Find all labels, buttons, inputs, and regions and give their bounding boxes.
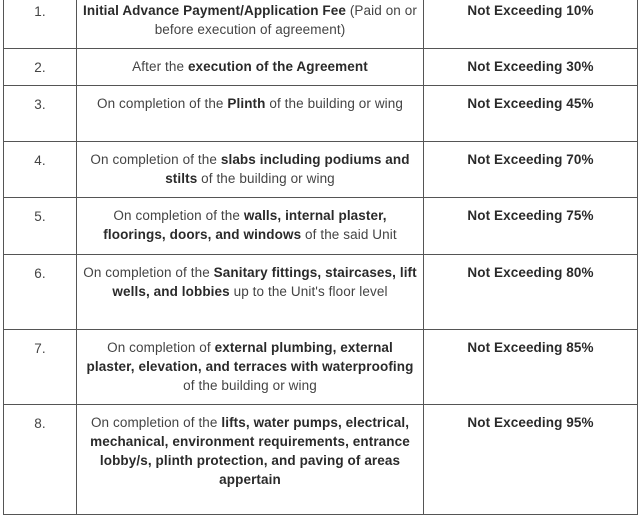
payment-percentage: Not Exceeding 30%	[424, 49, 638, 86]
payment-percentage: Not Exceeding 95%	[424, 405, 638, 515]
description-text: of the building or wing	[197, 171, 335, 186]
description-text: On completion of the	[113, 208, 244, 223]
description-text: up to the Unit's floor level	[229, 284, 388, 299]
description-text: of the building or wing	[265, 96, 404, 111]
row-number: 8.	[4, 405, 77, 515]
payment-percentage: Not Exceeding 70%	[424, 142, 638, 198]
table-row	[4, 86, 638, 142]
table-row	[4, 255, 638, 330]
description-emphasis: Plinth	[227, 96, 266, 111]
milestone-description	[77, 255, 424, 330]
description-emphasis: execution of the Agreement	[187, 59, 368, 74]
payment-percentage: Not Exceeding 80%	[424, 255, 638, 330]
table-row	[4, 142, 638, 198]
table-row	[4, 198, 638, 255]
payment-schedule-table	[3, 0, 638, 515]
description-text: On completion of the	[90, 415, 222, 430]
row-number: 1.	[4, 0, 77, 49]
payment-percentage: Not Exceeding 85%	[424, 330, 638, 405]
payment-percentage: Not Exceeding 75%	[424, 198, 638, 255]
milestone-description	[77, 49, 424, 86]
row-number: 6.	[4, 255, 77, 330]
description-text: On completion of the	[96, 96, 228, 111]
payment-percentage: Not Exceeding 45%	[424, 86, 638, 142]
row-number: 4.	[4, 142, 77, 198]
milestone-description	[77, 0, 424, 49]
row-number: 2.	[4, 49, 77, 86]
description-emphasis: slabs including podiums and stilts	[165, 152, 410, 186]
milestone-description	[77, 142, 424, 198]
description-text: of the said Unit	[301, 227, 397, 242]
description-text: On completion of the	[90, 152, 221, 167]
description-emphasis: external plumbing, external plaster, elevation, and terraces with waterproofing	[86, 340, 414, 374]
milestone-description	[77, 86, 424, 142]
milestone-description	[77, 405, 424, 515]
row-number: 5.	[4, 198, 77, 255]
payment-percentage: Not Exceeding 10%	[424, 0, 638, 49]
description-text: On completion of	[107, 340, 215, 355]
description-emphasis: walls, internal plaster, floorings, doors, and windows	[103, 208, 387, 242]
table-row	[4, 405, 638, 515]
description-emphasis: Initial Advance Payment/Application Fee	[83, 3, 346, 18]
table-row	[4, 0, 638, 49]
description-emphasis: lifts, water pumps, electrical, mechanical, environment requirements, entrance lobby/s, plinth protection, and paving of areas appertain	[90, 415, 410, 487]
milestone-description	[77, 330, 424, 405]
table-row	[4, 49, 638, 86]
row-number: 7.	[4, 330, 77, 405]
description-text: On completion of the	[83, 265, 214, 280]
description-text: of the building or wing	[183, 378, 317, 393]
milestone-description	[77, 198, 424, 255]
row-number: 3.	[4, 86, 77, 142]
description-emphasis: Sanitary fittings, staircases, lift wells, and lobbies	[112, 265, 417, 299]
description-text: After the	[132, 59, 188, 74]
description-text: (Paid on or before execution of agreement)	[154, 3, 417, 37]
table-row	[4, 330, 638, 405]
